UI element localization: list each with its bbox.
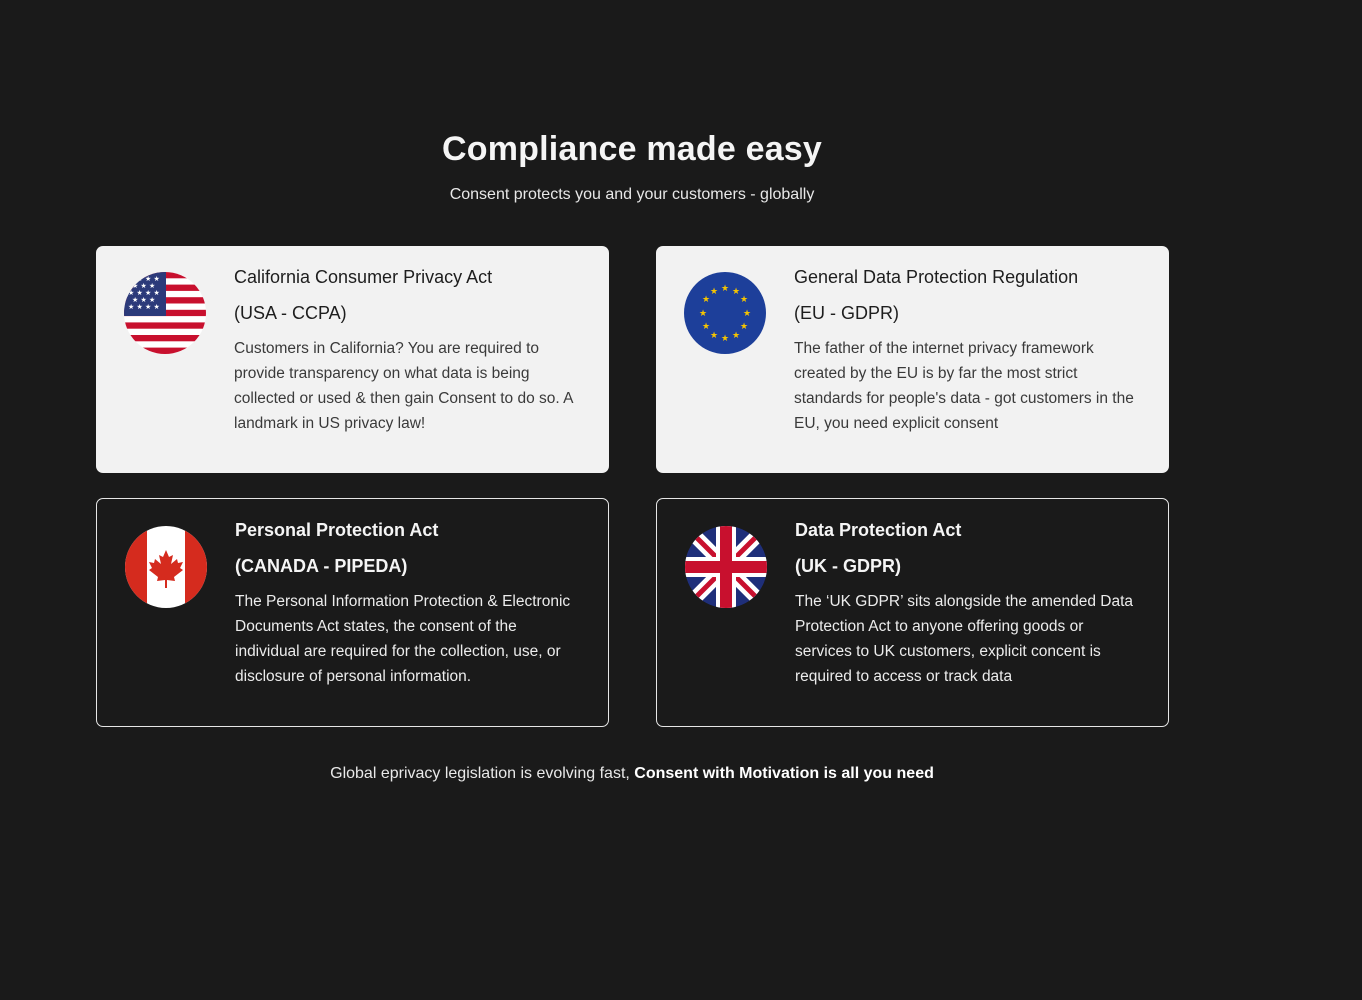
card-canada-pipeda: [96, 498, 609, 727]
svg-text:★: ★: [701, 295, 711, 305]
svg-text:★: ★: [709, 287, 719, 297]
card-description: The Personal Information Protection & Electronic Documents Act states, the consent of the individual are required for the collection, use, or disclosure of personal information.: [235, 593, 571, 685]
card-uk-gdpr: [656, 498, 1169, 727]
svg-text:★: ★: [731, 287, 741, 297]
svg-text:★: ★: [720, 334, 730, 344]
page-subtitle: Consent protects you and your customers - globally: [449, 186, 815, 203]
page-title: Compliance made easy: [441, 130, 823, 168]
card-code: (EU - GDPR): [794, 303, 899, 323]
svg-text:★: ★: [701, 322, 711, 332]
card-title: Data Protection Act: [795, 520, 962, 540]
card-code: (USA - CCPA): [234, 303, 347, 323]
footer-lead-text: Global eprivacy legislation is evolving fast,: [330, 765, 635, 782]
footer-tagline: [0, 765, 1264, 783]
svg-text:★ ★ ★: ★ ★ ★: [132, 296, 156, 304]
svg-text:★: ★: [709, 331, 719, 341]
card-description: The ‘UK GDPR’ sits alongside the amended Data Protection Act to anyone offering goods or services to UK customers, explicit concent is required to access or track data: [795, 593, 1134, 685]
footer-emphasis-text: Consent with Motivation is all you need: [634, 765, 934, 782]
svg-text:★: ★: [739, 295, 749, 305]
card-description: Customers in California? You are required to provide transparency on what data is being collected or used & then gain Consent to do so. A landmark in US privacy law!: [234, 340, 573, 432]
svg-text:★: ★: [731, 331, 741, 341]
card-title: Personal Protection Act: [235, 520, 439, 540]
usa-flag-icon: [124, 272, 206, 354]
card-usa-ccpa: [96, 246, 609, 473]
card-description: The father of the internet privacy framework created by the EU is by far the most strict standards for people's data - got customers in the EU, you need explicit consent: [794, 340, 1134, 432]
svg-text:★ ★ ★ ★: ★ ★ ★ ★: [128, 275, 160, 283]
svg-text:★ ★ ★ ★: ★ ★ ★ ★: [128, 303, 160, 311]
card-code: (UK - GDPR): [795, 556, 901, 576]
svg-text:★ ★ ★ ★: ★ ★ ★ ★: [128, 289, 160, 297]
svg-text:★: ★: [698, 309, 708, 319]
uk-flag-icon: [685, 526, 767, 608]
canada-flag-icon: [125, 526, 207, 608]
svg-text:★ ★ ★: ★ ★ ★: [132, 282, 156, 290]
card-title: General Data Protection Regulation: [794, 267, 1079, 287]
svg-text:★: ★: [720, 284, 730, 294]
card-code: (CANADA - PIPEDA): [235, 556, 408, 576]
eu-flag-icon: [684, 272, 766, 354]
card-eu-gdpr: [656, 246, 1169, 473]
svg-text:★: ★: [739, 322, 749, 332]
card-title: California Consumer Privacy Act: [234, 267, 493, 287]
svg-text:★: ★: [742, 309, 752, 319]
